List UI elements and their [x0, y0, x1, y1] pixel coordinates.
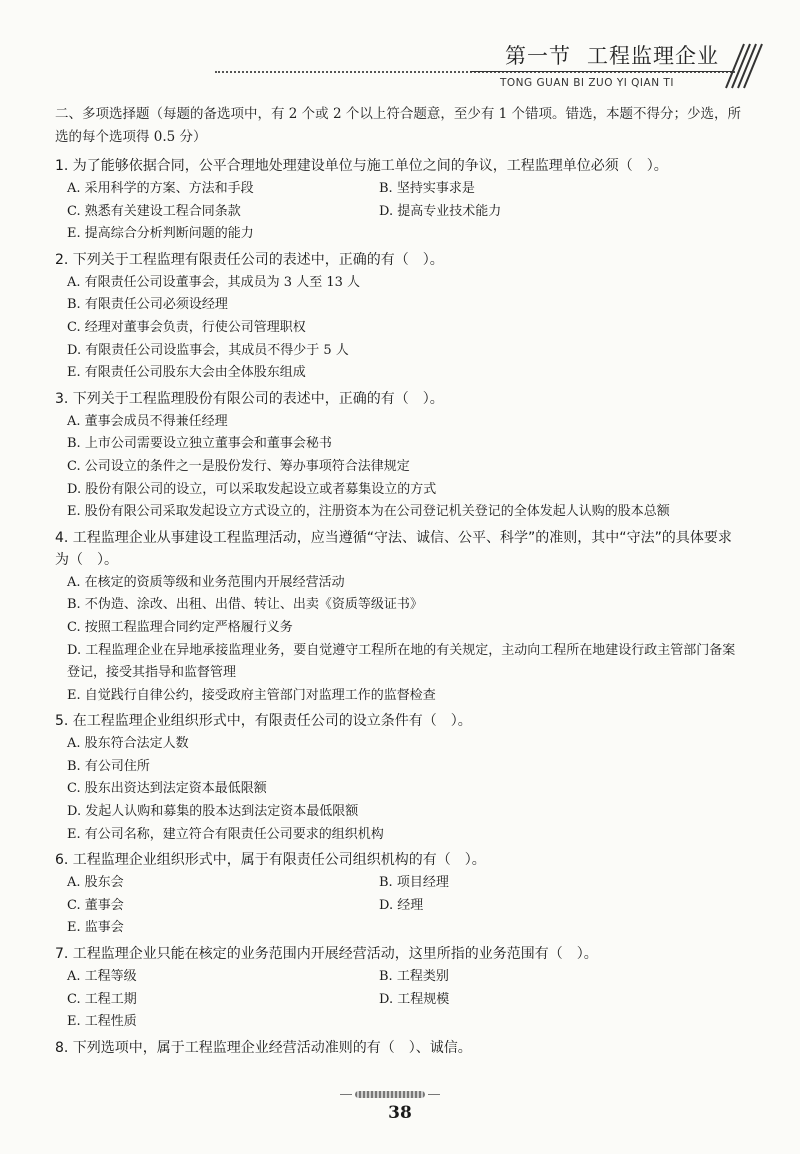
section-title: 工程监理企业: [587, 44, 719, 68]
option-a: A. 董事会成员不得兼任经理: [67, 413, 228, 429]
option-b: B. 坚持实事求是: [379, 181, 475, 196]
option-d: D. 发起人认购和募集的股本达到法定资本最低限额: [67, 804, 359, 820]
option-e: E. 有限责任公司股东大会由全体股东组成: [67, 365, 306, 381]
question-section: [55, 103, 745, 1060]
hatch-ornament-icon: [716, 40, 766, 90]
header-subtitle: TONG GUAN BI ZUO YI QIAN TI: [500, 77, 674, 89]
option-e: E. 自觉践行自律公约，接受政府主管部门对监理工作的监督检查: [67, 687, 436, 703]
option-c: C. 熟悉有关建设工程合同条款: [67, 203, 241, 219]
option-d: D. 提高专业技术能力: [379, 203, 502, 219]
option-d: D. 工程监理企业在异地承接监理业务，要自觉遵守工程所在地的有关规定，主动向工程所在地建设行政主管部门备案登记，接受其指导和监督管理: [67, 642, 736, 681]
footer-dash-left: [340, 1094, 352, 1095]
question-1: [55, 155, 745, 246]
question-stem: 7. 工程监理企业只能在核定的业务范围内开展经营活动，这里所指的业务范围有（ ）。: [55, 946, 598, 963]
option-b: B. 有公司住所: [67, 758, 150, 774]
footer-dash-right: [428, 1094, 440, 1095]
option-d: D. 工程规模: [379, 991, 450, 1007]
page-number: 38: [388, 1103, 412, 1123]
page-header: [0, 0, 800, 100]
question-3: [55, 388, 745, 524]
option-c: C. 工程工期: [67, 991, 137, 1007]
question-stem: 8. 下列选项中，属于工程监理企业经营活动准则的有（ ）、诚信。: [55, 1039, 472, 1056]
option-a: A. 股东会: [67, 875, 124, 891]
option-b: B. 有限责任公司必须设经理: [67, 297, 228, 313]
question-stem: 5. 在工程监理企业组织形式中，有限责任公司的设立条件有（ ）。: [55, 713, 472, 730]
question-8: [55, 1037, 745, 1059]
option-a: A. 采用科学的方案、方法和手段: [67, 181, 254, 196]
option-e: E. 提高综合分析判断问题的能力: [67, 226, 254, 242]
footer-ornament-icon: [355, 1091, 425, 1098]
section-intro: [55, 103, 745, 149]
option-c: C. 股东出资达到法定资本最低限额: [67, 781, 267, 797]
option-d: D. 股份有限公司的设立，可以采取发起设立或者募集设立的方式: [67, 481, 437, 497]
option-a: A. 股东符合法定人数: [67, 736, 189, 752]
option-c: C. 董事会: [67, 897, 124, 913]
option-e: E. 有公司名称，建立符合有限责任公司要求的组织机构: [67, 826, 384, 842]
question-6: [55, 849, 745, 940]
option-c: C. 按照工程监理合同约定严格履行义务: [67, 619, 293, 635]
option-a: A. 在核定的资质等级和业务范围内开展经营活动: [67, 574, 345, 590]
option-c: C. 公司设立的条件之一是股份发行、筹办事项符合法律规定: [67, 458, 410, 474]
option-b: B. 上市公司需要设立独立董事会和董事会秘书: [67, 436, 332, 452]
question-stem: 2. 下列关于工程监理有限责任公司的表述中，正确的有（ ）。: [55, 251, 444, 268]
question-stem: 4. 工程监理企业从事建设工程监理活动，应当遵循“守法、诚信、公平、科学”的准则，其中“守法”的具体要求为（ ）。: [55, 529, 732, 568]
chapter-title: [505, 40, 719, 70]
section-label: 第一节: [505, 44, 571, 68]
option-b: B. 工程类别: [379, 969, 449, 985]
option-d: D. 经理: [379, 897, 424, 913]
page-footer: [0, 1085, 800, 1145]
question-stem: 1. 为了能够依据合同，公平合理地处理建设单位与施工单位之间的争议，工程监理单位必须（ ）。: [55, 158, 668, 174]
question-4: [55, 527, 745, 708]
question-5: [55, 710, 745, 846]
option-b: B. 项目经理: [379, 875, 449, 891]
question-stem: 6. 工程监理企业组织形式中，属于有限责任公司组织机构的有（ ）。: [55, 852, 486, 869]
option-b: B. 不伪造、涂改、出租、出借、转让、出卖《资质等级证书》: [67, 597, 423, 613]
header-solid-rule: [470, 71, 732, 72]
question-stem: 3. 下列关于工程监理股份有限公司的表述中，正确的有（ ）。: [55, 390, 444, 407]
option-a: A. 有限责任公司设董事会，其成员为 3 人至 13 人: [67, 274, 360, 290]
option-e: E. 监事会: [67, 920, 124, 936]
option-e: E. 股份有限公司采取发起设立方式设立的，注册资本为在公司登记机关登记的全体发起人认购的股本总额: [67, 504, 670, 520]
option-a: A. 工程等级: [67, 969, 137, 985]
option-e: E. 工程性质: [67, 1014, 137, 1030]
question-7: [55, 943, 745, 1034]
option-c: C. 经理对董事会负责，行使公司管理职权: [67, 319, 306, 335]
section-heading: 二、多项选择题: [55, 106, 150, 122]
question-2: [55, 249, 745, 385]
section-instructions: （每题的备选项中，有 2 个或 2 个以上符合题意，至少有 1 个错项。错选，本题不得分；少选，所选的每个选项得 0.5 分）: [55, 106, 742, 145]
option-d: D. 有限责任公司设监事会，其成员不得少于 5 人: [67, 342, 349, 358]
